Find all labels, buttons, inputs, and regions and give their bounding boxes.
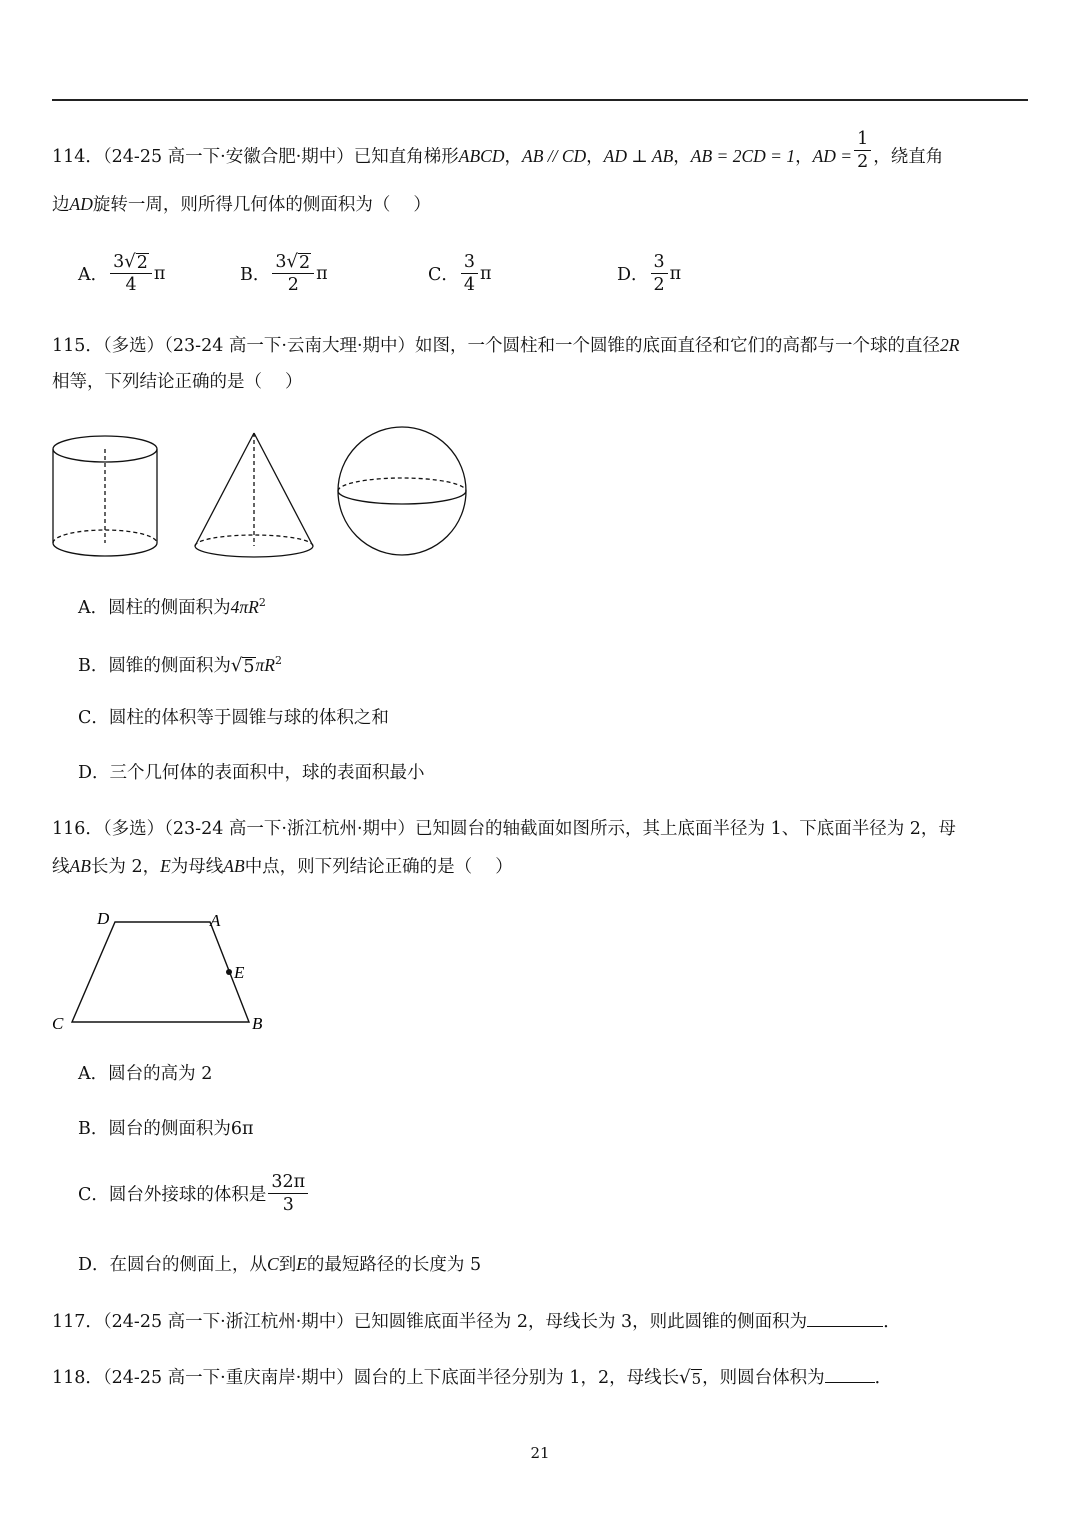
q114-option-b[interactable]: B． 3 √ 2 2 π [240,251,328,295]
q114-option-a[interactable]: A． 3 √ 2 4 π [78,251,166,295]
page-number: 21 [530,1444,550,1462]
label-a: A [210,911,221,930]
q114-option-d[interactable]: D． $\frac{3}{2}$ π [617,252,682,295]
q116-option-c[interactable]: C．圆台外接球的体积是 $\frac{32\pi}{3}$ [78,1172,310,1215]
q118-line: 118．（24-25 高一下·重庆南岸·期中）圆台的上下底面半径分别为 1，2，母线长 √ 5 ，则圆台体积为 ． [52,1364,892,1390]
q117-answer-blank[interactable] [807,1308,883,1327]
q115-option-c[interactable]: C．圆柱的体积等于圆锥与球的体积之和 [78,708,389,728]
q116-option-b[interactable]: B．圆台的侧面积为6π [78,1119,254,1139]
header-rule [52,99,1028,101]
q115-option-a[interactable]: A．圆柱的侧面积为$4\pi R^2$ [78,596,266,618]
q115-figure [40,420,480,570]
q114-line1: 114．（24-25 高一下·安徽合肥·期中）已知直角梯形ABCD，AB // CD，AD ⊥ AB，AB = 2CD = 1，AD = $\frac{1}{2}$ ，绕直角 [52,129,944,172]
q114-option-c[interactable]: C． $\frac{3}{4}$ π [428,252,492,295]
label-e: E [234,963,245,982]
point-e-marker [226,969,232,975]
q116-trapezoid-figure [40,900,280,1040]
q117-line: 117．（24-25 高一下·浙江杭州·期中）已知圆锥底面半径为 2，母线长为 3，则此圆锥的侧面积为 ． [52,1308,901,1334]
cylinder-figure [53,436,157,556]
q116-line1: 116．（多选）（23-24 高一下·浙江杭州·期中）已知圆台的轴截面如图所示，其上底面半径为 1、下底面半径为 2，母 [52,819,956,839]
trapezoid-shape [72,922,249,1022]
q115-option-d[interactable]: D．三个几何体的表面积中，球的表面积最小 [78,763,425,783]
q116-option-d[interactable]: D．在圆台的侧面上，从C到E的最短路径的长度为 5 [78,1254,482,1275]
label-d: D [97,909,110,928]
cone-figure [195,433,313,557]
q115-line2: 相等，下列结论正确的是（ ） [52,372,303,392]
q116-option-a[interactable]: A．圆台的高为 2 [78,1064,213,1084]
q115-option-b[interactable]: B．圆锥的侧面积为 √ 5 $\pi R^2$ [78,654,282,677]
q114-line2: 边AD旋转一周，则所得几何体的侧面积为（ ） [52,194,431,215]
label-c: C [52,1014,64,1033]
sphere-figure [338,427,466,555]
q114-ad-fraction: $\frac{1}{2}$ [854,129,871,172]
q118-answer-blank[interactable] [825,1364,875,1383]
q115-line1: 115．（多选）（23-24 高一下·云南大理·期中）如图，一个圆柱和一个圆锥的底面直径和它们的高都与一个球的直径2R [52,335,960,356]
label-b: B [252,1014,263,1033]
q116-line2: 线AB长为 2，E为母线AB中点，则下列结论正确的是（ ） [52,856,513,877]
